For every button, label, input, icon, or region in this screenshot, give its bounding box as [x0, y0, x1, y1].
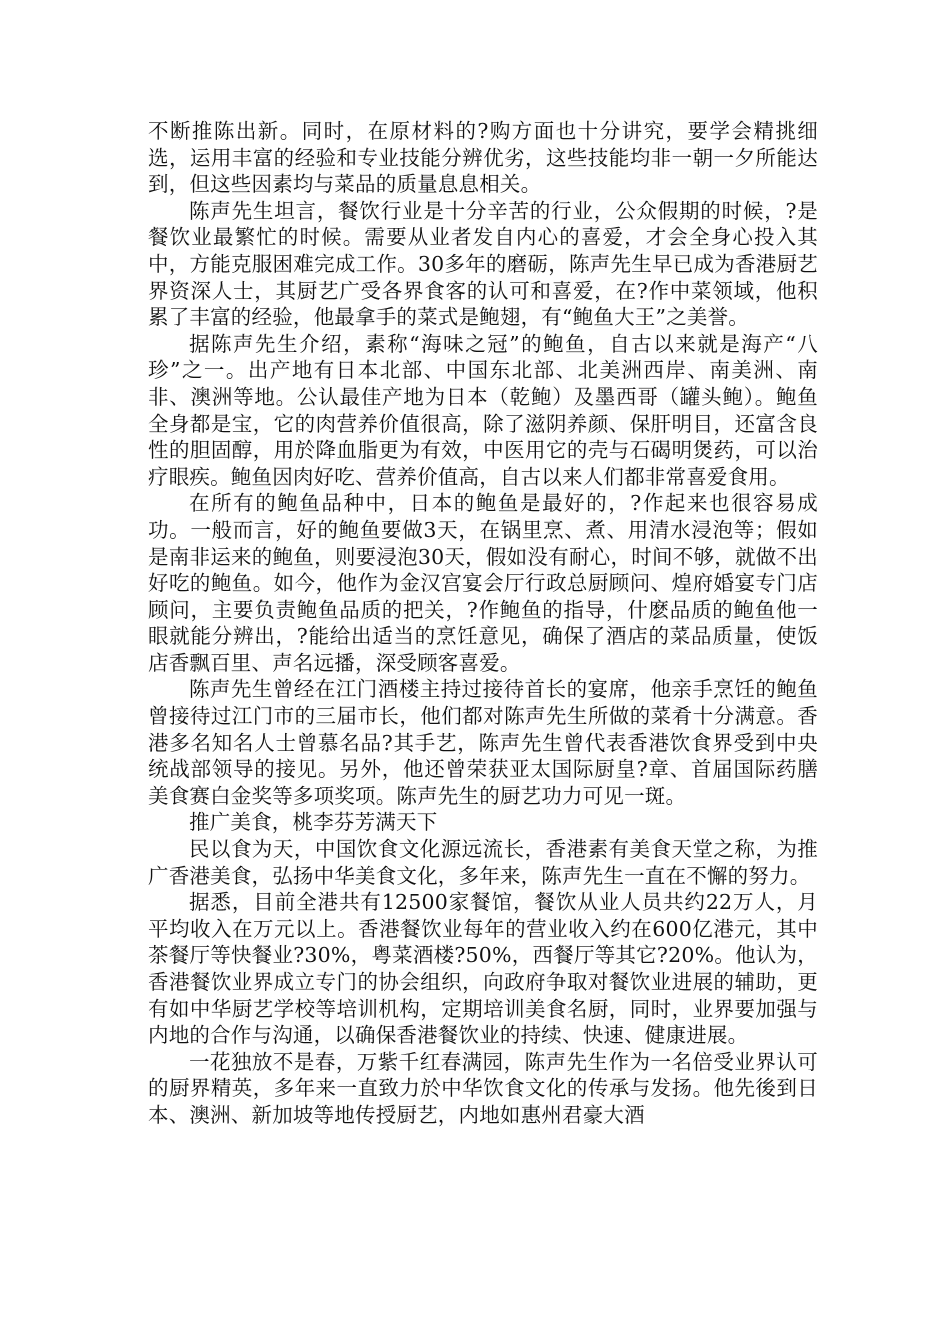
paragraph-2: 陈声先生坦言，餐饮行业是十分辛苦的行业，公众假期的时候，?是餐饮业最繁忙的时候。需要从业者发自内心的喜爱，才会全身心投入其中，方能克服困难完成工作。30多年的磨砺，陈声先生早已成为香港厨艺界资深人士，其厨艺广受各界食客的认可和喜爱，在?作中菜领域，他积累了丰富的经验，他最拿手的菜式是鲍翅，有“鲍鱼大王”之美誉。 — [148, 198, 818, 330]
paragraph-6: 民以食为天，中国饮食文化源远流长，香港素有美食天堂之称，为推广香港美食，弘扬中华美食文化，多年来，陈声先生一直在不懈的努力。 — [148, 837, 818, 888]
paragraph-4: 在所有的鲍鱼品种中，日本的鲍鱼是最好的，?作起来也很容易成功。一般而言，好的鲍鱼要做3天，在锅里烹、煮、用清水浸泡等；假如是南非运来的鲍鱼，则要浸泡30天，假如没有耐心，时间不够，就做不出好吃的鲍鱼。如今，他作为金汉宫宴会厅行政总厨顾问、煌府婚宴专门店顾问，主要负责鲍鱼品质的把关，?作鲍鱼的指导，什麽品质的鲍鱼他一眼就能分辨出，?能给出适当的烹饪意见，确保了酒店的菜品质量，使饭店香飘百里、声名远播，深受顾客喜爱。 — [148, 491, 818, 675]
section-heading: 推广美食，桃李芬芳满天下 — [189, 810, 438, 835]
paragraph-7: 据悉，目前全港共有12500家餐馆，餐饮从业人员共约22万人，月平均收入在万元以上。香港餐饮业每年的营业收入约在600亿港元，其中茶餐厅等快餐业?30%，粤菜酒楼?50%，西餐厅等其它?20%。他认为，香港餐饮业界成立专门的协会组织，向政府争取对餐饮业进展的辅助，更有如中华厨艺学校等培训机构，定期培训美食名厨，同时，业界要加强与内地的合作与沟通，以确保香港餐饮业的持续、快速、健康进展。 — [148, 890, 818, 1048]
paragraph-8: 一花独放不是春，万紫千红春满园，陈声先生作为一名倍受业界认可的厨界精英，多年来一直致力於中华饮食文化的传承与发扬。他先後到日本、澳洲、新加坡等地传授厨艺，内地如惠州君豪大酒 — [148, 1049, 818, 1127]
paragraph-1: 不断推陈出新。同时，在原材料的?购方面也十分讲究，要学会精挑细选，运用丰富的经验和专业技能分辨优劣，这些技能均非一朝一夕所能达到，但这些因素均与菜品的质量息息相关。 — [148, 119, 818, 197]
paragraph-5: 陈声先生曾经在江门酒楼主持过接待首长的宴席，他亲手烹饪的鲍鱼曾接待过江门市的三届市长，他们都对陈声先生所做的菜肴十分满意。香港多名知名人士曾慕名品?其手艺，陈声先生曾代表香港饮食界受到中央统战部领导的接见。另外，他还曾荣获亚太国际厨皇?章、首届国际药膳美食赛白金奖等多项奖项。陈声先生的厨艺功力可见一斑。 — [148, 677, 818, 808]
paragraph-3: 据陈声先生介绍，素称“海味之冠”的鲍鱼，自古以来就是海产“八珍”之一。出产地有日本北部、中国东北部、北美洲西岸、南美洲、南非、澳洲等地。公认最佳产地为日本（乾鲍）及墨西哥（罐头鲍）。鲍鱼全身都是宝，它的肉营养价值很高，除了滋阴养颜、保肝明目，还富含良性的胆固醇，用於降血脂更为有效，中医用它的壳与石碣明煲药，可以治疗眼疾。鲍鱼因肉好吃、营养价值高，自古以来人们都非常喜爱食用。 — [148, 331, 818, 489]
document-body — [148, 118, 818, 1129]
